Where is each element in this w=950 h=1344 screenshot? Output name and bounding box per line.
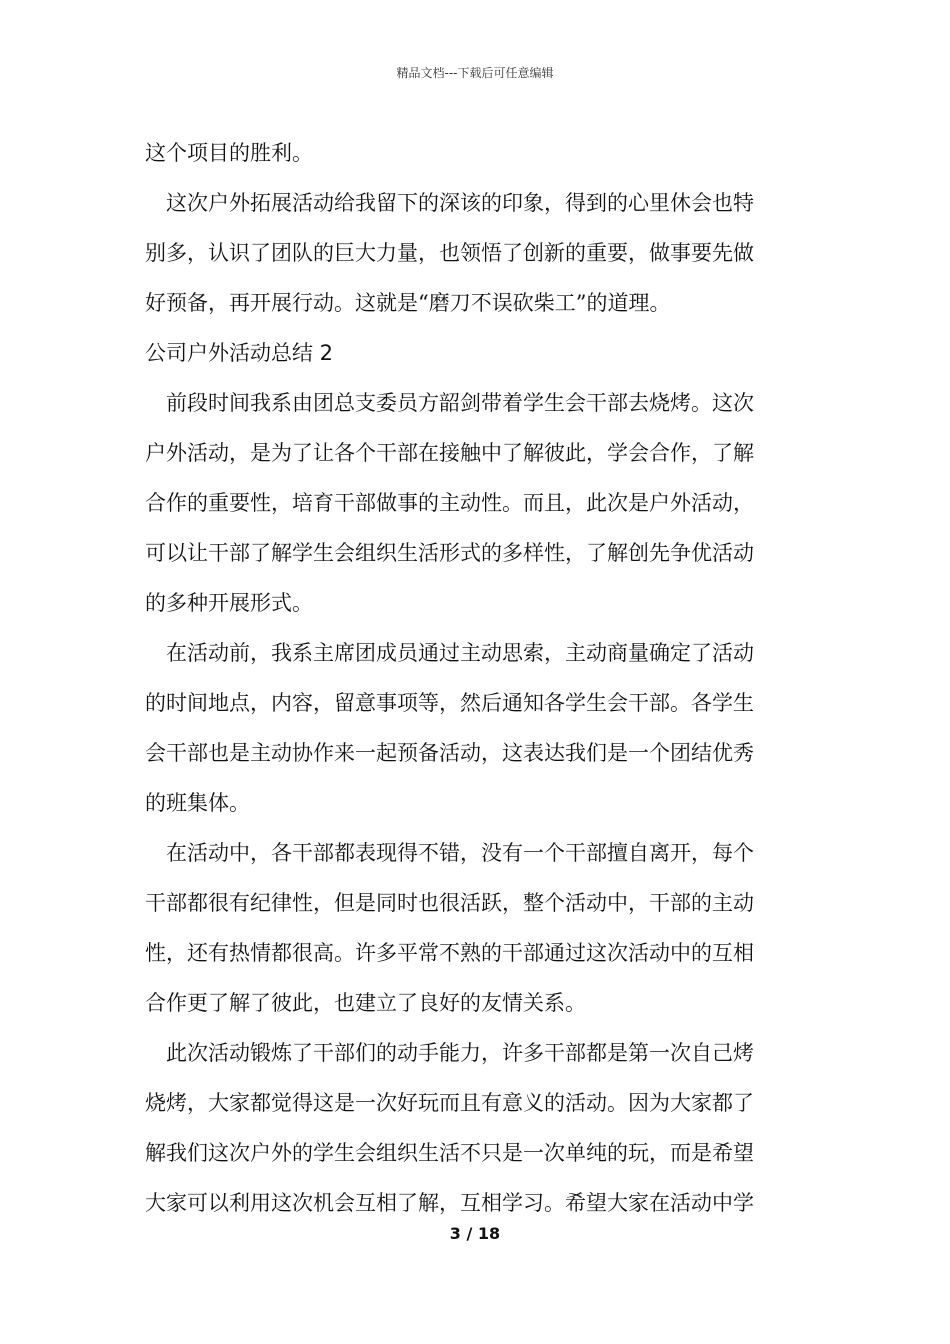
- paragraph: [145, 378, 815, 628]
- page-header: [0, 64, 950, 81]
- heading-text: 公司户外活动总结 2: [145, 341, 334, 365]
- text-line: 好预备，再开展行动。这就是“磨刀不误砍柴工”的道理。: [145, 291, 671, 315]
- text-line: 户外活动，是为了让各个干部在接触中了解彼此，学会合作，了解: [145, 441, 754, 465]
- text-line: 的时间地点，内容，留意事项等，然后通知各学生会干部。各学生: [145, 691, 754, 715]
- text-line: 大家可以利用这次机会互相了解，互相学习。希望大家在活动中学: [145, 1191, 754, 1215]
- text-line: 可以让干部了解学生会组织生活形式的多样性，了解创先争优活动: [145, 541, 754, 565]
- paragraph: [145, 178, 815, 328]
- text-line: 在活动中，各干部都表现得不错，没有一个干部擅自离开，每个: [166, 841, 754, 865]
- text-line: 在活动前，我系主席团成员通过主动思索，主动商量确定了活动: [166, 641, 754, 665]
- text-line: 的多种开展形式。: [145, 591, 313, 615]
- header-text: 精品文档---下载后可任意编辑: [396, 66, 554, 80]
- paragraph: [145, 628, 815, 828]
- page-indicator: 3 / 18: [449, 1224, 501, 1243]
- text-line: 前段时间我系由团总支委员方韶剑带着学生会干部去烧烤。这次: [166, 391, 754, 415]
- text-line: 这个项目的胜利。: [145, 141, 313, 165]
- document-body: [145, 128, 815, 1228]
- page-footer: [0, 1224, 950, 1243]
- text-line: 此次活动锻炼了干部们的动手能力，许多干部都是第一次自己烤: [166, 1041, 754, 1065]
- text-line: 干部都很有纪律性，但是同时也很活跃，整个活动中，干部的主动: [145, 891, 754, 915]
- text-line: 这次户外拓展活动给我留下的深该的印象，得到的心里休会也特: [166, 191, 754, 215]
- paragraph: [145, 828, 815, 1028]
- text-line: 会干部也是主动协作来一起预备活动，这表达我们是一个团结优秀: [145, 741, 754, 765]
- text-line: 解我们这次户外的学生会组织生活不只是一次单纯的玩，而是希望: [145, 1141, 754, 1165]
- paragraph: [145, 128, 815, 178]
- text-line: 合作更了解了彼此，也建立了良好的友情关系。: [145, 991, 586, 1015]
- text-line: 烧烤，大家都觉得这是一次好玩而且有意义的活动。因为大家都了: [145, 1091, 754, 1115]
- section-heading: [145, 328, 815, 378]
- text-line: 合作的重要性，培育干部做事的主动性。而且，此次是户外活动，: [145, 491, 754, 515]
- paragraph: [145, 1028, 815, 1228]
- text-line: 的班集体。: [145, 791, 250, 815]
- text-line: 别多，认识了团队的巨大力量，也领悟了创新的重要，做事要先做: [145, 241, 754, 265]
- text-line: 性，还有热情都很高。许多平常不熟的干部通过这次活动中的互相: [145, 941, 754, 965]
